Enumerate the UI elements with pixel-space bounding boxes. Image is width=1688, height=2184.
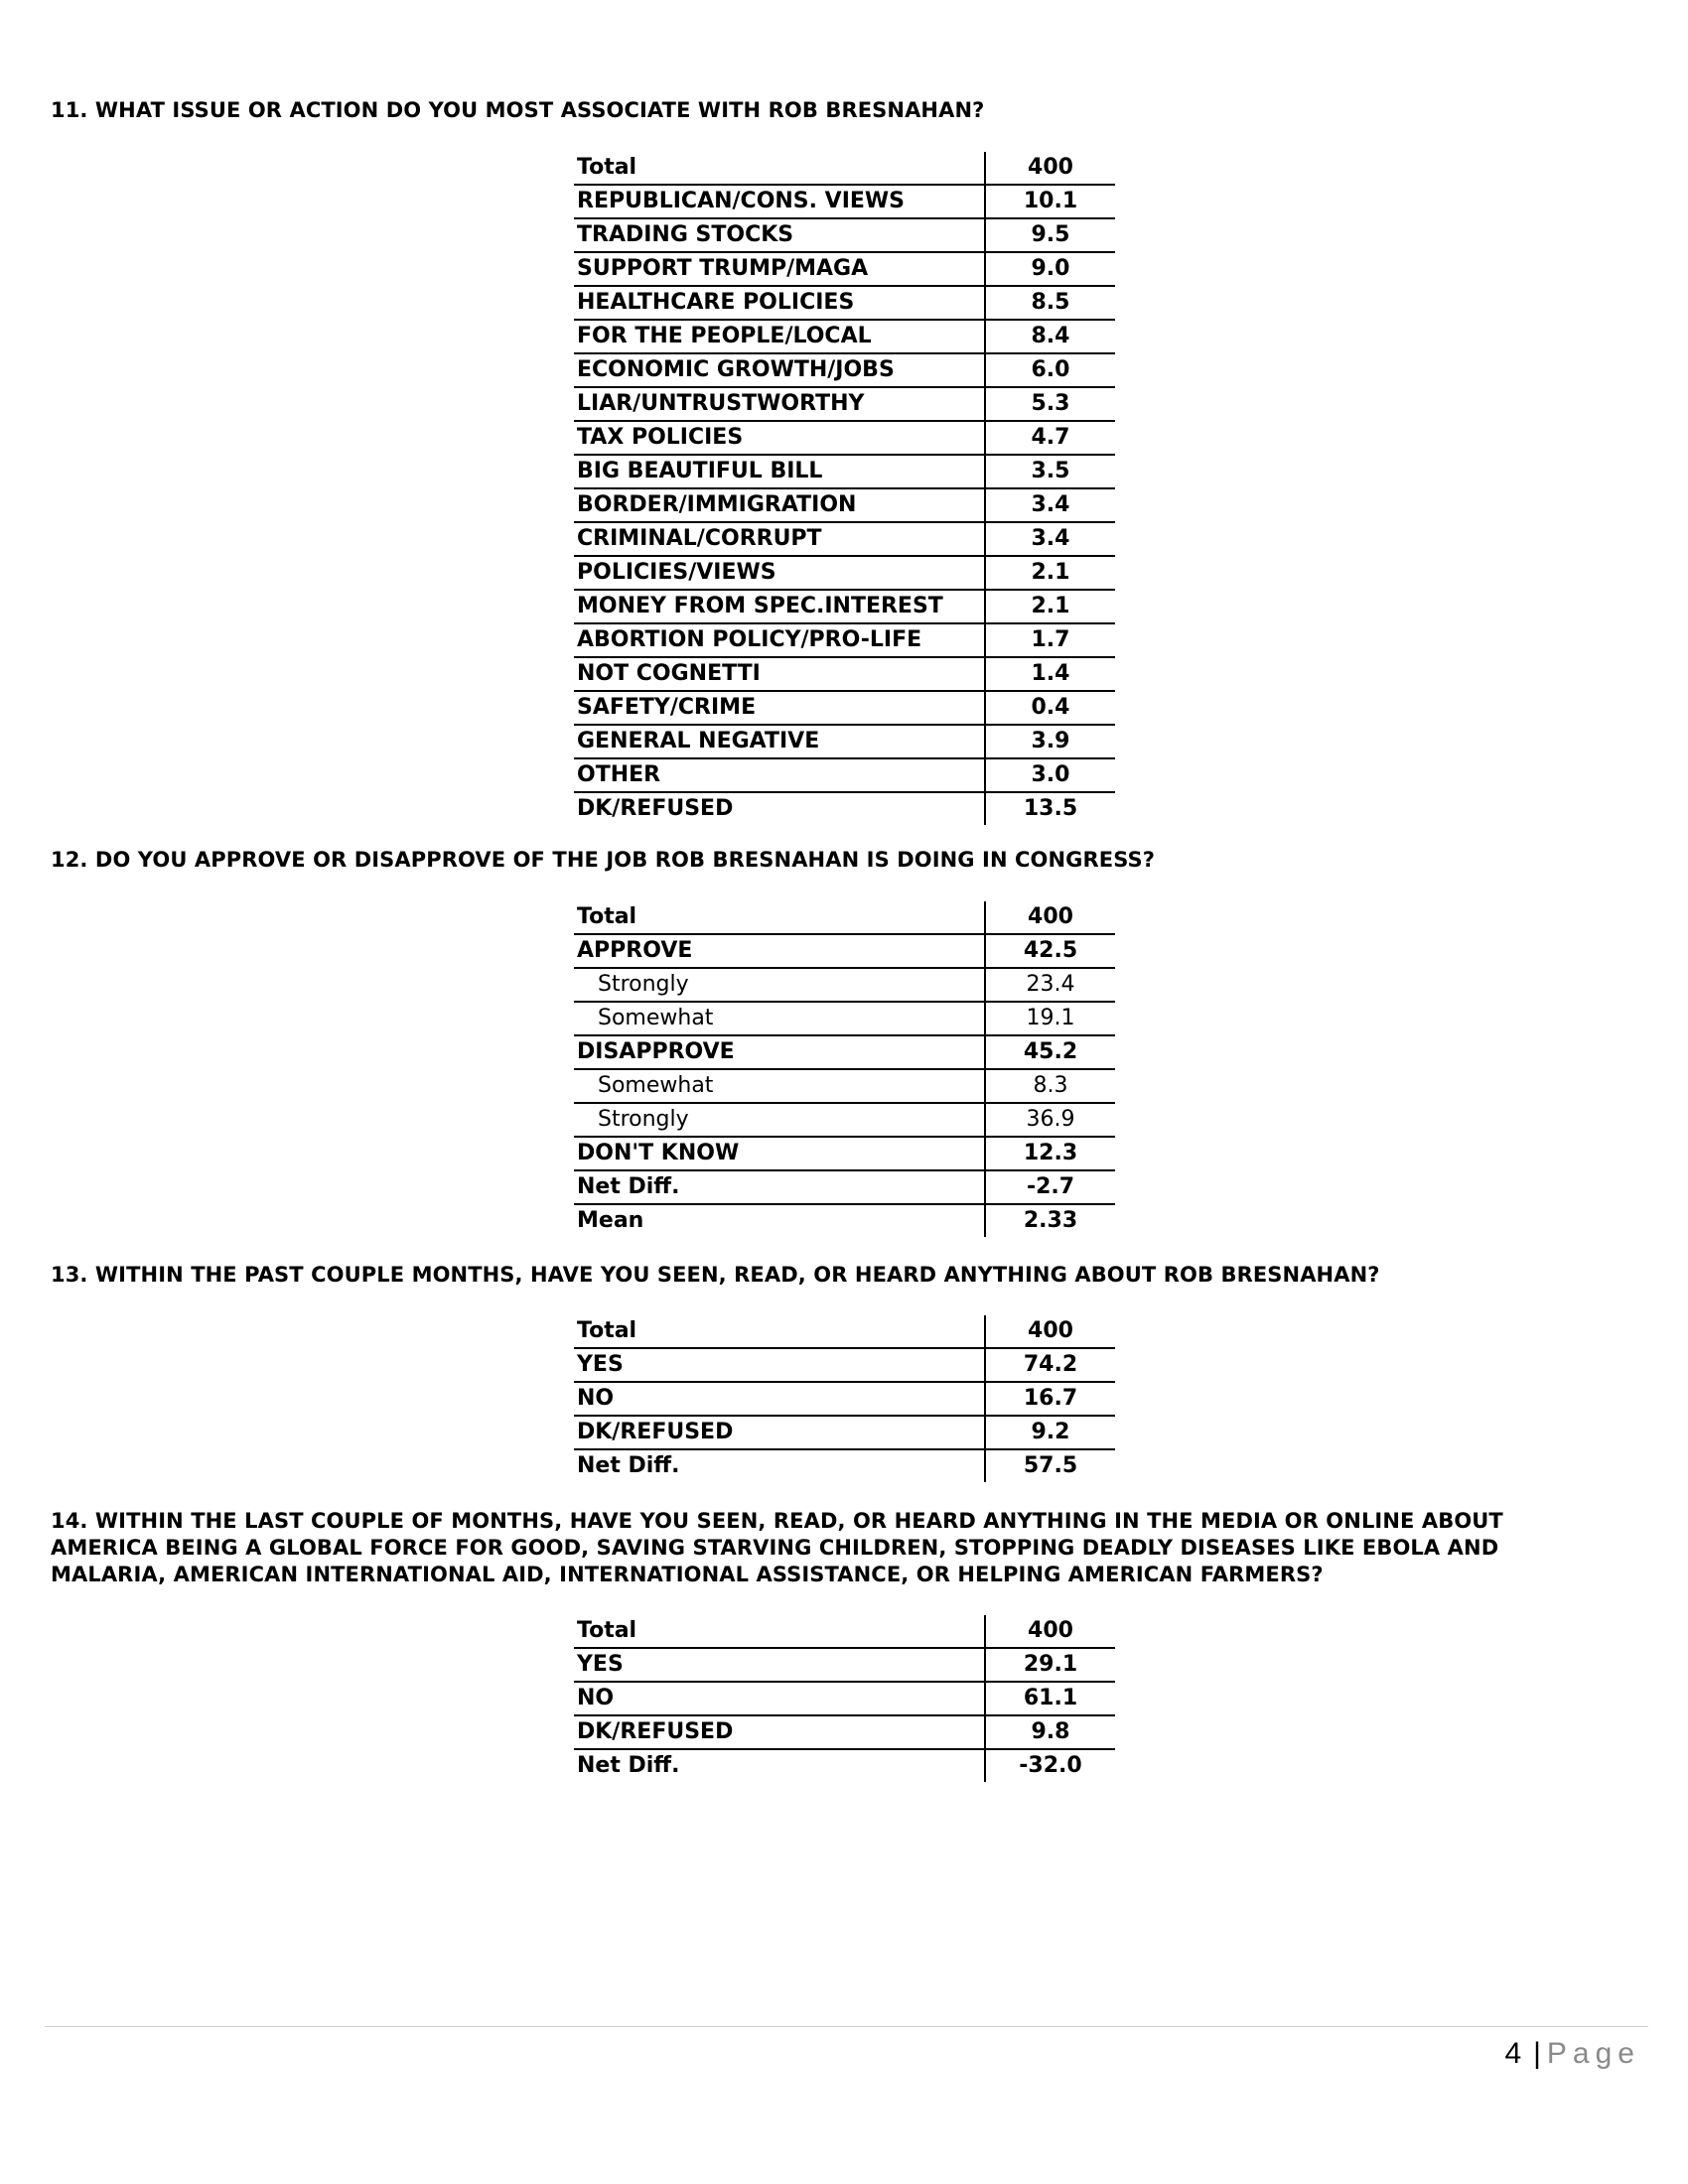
row-value: 45.2 bbox=[985, 1035, 1115, 1069]
table-row bbox=[574, 1682, 1115, 1715]
row-label: DK/REFUSED bbox=[577, 796, 734, 821]
row-label: TRADING STOCKS bbox=[574, 218, 985, 252]
row-label: Strongly bbox=[574, 968, 985, 1002]
row-value: 2.1 bbox=[985, 556, 1115, 590]
row-value: 3.4 bbox=[985, 488, 1115, 522]
row-label: MONEY FROM SPEC.INTEREST bbox=[574, 590, 985, 623]
page-separator: | bbox=[1533, 2037, 1541, 2070]
table-row bbox=[574, 455, 1115, 488]
row-value: 42.5 bbox=[985, 934, 1115, 968]
row-label: APPROVE bbox=[574, 934, 985, 968]
table-row bbox=[574, 1069, 1115, 1103]
row-label: DK/REFUSED bbox=[574, 1715, 985, 1749]
table-row bbox=[574, 387, 1115, 421]
row-value: 3.5 bbox=[985, 455, 1115, 488]
row-label: YES bbox=[574, 1348, 985, 1382]
row-value: 13.5 bbox=[985, 792, 1115, 825]
row-value: 400 bbox=[985, 1315, 1115, 1348]
row-label: ABORTION POLICY/PRO-LIFE bbox=[574, 623, 985, 657]
row-label: FOR THE PEOPLE/LOCAL bbox=[574, 320, 985, 353]
table-row bbox=[574, 353, 1115, 387]
table-row bbox=[574, 1035, 1115, 1069]
row-value: 8.5 bbox=[985, 286, 1115, 320]
row-label: NO bbox=[574, 1682, 985, 1715]
row-value: 10.1 bbox=[985, 185, 1115, 218]
table-row bbox=[574, 1416, 1115, 1449]
question-14-table bbox=[574, 1615, 1115, 1782]
table-row bbox=[574, 1137, 1115, 1170]
table-row bbox=[574, 218, 1115, 252]
table-row bbox=[574, 1648, 1115, 1682]
table-row bbox=[574, 1348, 1115, 1382]
table-row bbox=[574, 968, 1115, 1002]
table-row bbox=[574, 1170, 1115, 1204]
row-value: 23.4 bbox=[985, 968, 1115, 1002]
row-value: 74.2 bbox=[985, 1348, 1115, 1382]
row-label: SUPPORT TRUMP/MAGA bbox=[574, 252, 985, 286]
table-row bbox=[574, 1382, 1115, 1416]
row-value: 9.8 bbox=[985, 1715, 1115, 1749]
row-value: 8.4 bbox=[985, 320, 1115, 353]
row-value: 3.9 bbox=[985, 725, 1115, 758]
table-row bbox=[574, 1204, 1115, 1237]
question-14-title-line: 14. WITHIN THE LAST COUPLE OF MONTHS, HAVE YOU SEEN, READ, OR HEARD ANYTHING IN THE MEDIA OR ONLINE ABOUT bbox=[51, 1509, 1503, 1533]
row-label: Strongly bbox=[574, 1103, 985, 1137]
table-row bbox=[574, 556, 1115, 590]
question-13-table bbox=[574, 1315, 1115, 1482]
row-value: 57.5 bbox=[985, 1449, 1115, 1482]
row-value: 9.2 bbox=[985, 1416, 1115, 1449]
row-value: 3.0 bbox=[985, 758, 1115, 792]
row-value: 9.0 bbox=[985, 252, 1115, 286]
row-label: NOT COGNETTI bbox=[574, 657, 985, 691]
row-label: NO bbox=[574, 1382, 985, 1416]
row-label: Mean bbox=[577, 1208, 644, 1233]
table-row bbox=[574, 522, 1115, 556]
table-row bbox=[574, 1715, 1115, 1749]
question-12-table bbox=[574, 901, 1115, 1237]
page-label: Page bbox=[1546, 2037, 1640, 2070]
table-row bbox=[574, 1749, 1115, 1782]
table-row-total bbox=[574, 152, 1115, 185]
page-number: 4 bbox=[1504, 2037, 1522, 2070]
table-row bbox=[574, 590, 1115, 623]
row-label: Somewhat bbox=[574, 1002, 985, 1035]
row-label: YES bbox=[574, 1648, 985, 1682]
row-value: 8.3 bbox=[985, 1069, 1115, 1103]
row-label: Total bbox=[574, 1615, 985, 1648]
row-label: DON'T KNOW bbox=[574, 1137, 985, 1170]
row-value: 1.4 bbox=[985, 657, 1115, 691]
table-row bbox=[574, 934, 1115, 968]
row-label: HEALTHCARE POLICIES bbox=[574, 286, 985, 320]
row-value: 19.1 bbox=[985, 1002, 1115, 1035]
table-row bbox=[574, 286, 1115, 320]
row-value: 2.1 bbox=[985, 590, 1115, 623]
row-label: BORDER/IMMIGRATION bbox=[574, 488, 985, 522]
row-label: ECONOMIC GROWTH/JOBS bbox=[574, 353, 985, 387]
row-value: 400 bbox=[985, 1615, 1115, 1648]
table-row bbox=[574, 1103, 1115, 1137]
row-value: 1.7 bbox=[985, 623, 1115, 657]
row-label: GENERAL NEGATIVE bbox=[574, 725, 985, 758]
row-value: 2.33 bbox=[985, 1204, 1115, 1237]
row-value: 16.7 bbox=[985, 1382, 1115, 1416]
row-value: 6.0 bbox=[985, 353, 1115, 387]
question-12-title: 12. DO YOU APPROVE OR DISAPPROVE OF THE JOB ROB BRESNAHAN IS DOING IN CONGRESS? bbox=[51, 848, 1156, 872]
row-label: Total bbox=[574, 1315, 985, 1348]
table-row bbox=[574, 185, 1115, 218]
table-row bbox=[574, 252, 1115, 286]
row-label: DK/REFUSED bbox=[574, 1416, 985, 1449]
row-label: OTHER bbox=[574, 758, 985, 792]
table-row bbox=[574, 421, 1115, 455]
row-label: POLICIES/VIEWS bbox=[574, 556, 985, 590]
table-row bbox=[574, 320, 1115, 353]
row-value: 29.1 bbox=[985, 1648, 1115, 1682]
row-label: REPUBLICAN/CONS. VIEWS bbox=[574, 185, 985, 218]
question-14-title bbox=[51, 1508, 1639, 1588]
table-row-total bbox=[574, 1615, 1115, 1648]
row-label: DISAPPROVE bbox=[574, 1035, 985, 1069]
row-value: 3.4 bbox=[985, 522, 1115, 556]
row-value: 400 bbox=[985, 152, 1115, 185]
row-value: -2.7 bbox=[985, 1170, 1115, 1204]
row-label: SAFETY/CRIME bbox=[574, 691, 985, 725]
page-footer bbox=[1504, 2037, 1640, 2071]
table-row bbox=[574, 691, 1115, 725]
row-label: LIAR/UNTRUSTWORTHY bbox=[574, 387, 985, 421]
row-value: 12.3 bbox=[985, 1137, 1115, 1170]
table-row bbox=[574, 488, 1115, 522]
row-value: 4.7 bbox=[985, 421, 1115, 455]
row-label: Net Diff. bbox=[577, 1753, 680, 1778]
question-11-table bbox=[574, 152, 1115, 825]
table-row bbox=[574, 1449, 1115, 1482]
row-label: Total bbox=[574, 152, 985, 185]
row-value: -32.0 bbox=[985, 1749, 1115, 1782]
question-14-title-line: MALARIA, AMERICAN INTERNATIONAL AID, INTERNATIONAL ASSISTANCE, OR HELPING AMERICAN FARMERS? bbox=[51, 1563, 1324, 1586]
row-label: CRIMINAL/CORRUPT bbox=[574, 522, 985, 556]
row-label: Net Diff. bbox=[574, 1170, 985, 1204]
table-row-total bbox=[574, 901, 1115, 934]
question-14-title-line: AMERICA BEING A GLOBAL FORCE FOR GOOD, SAVING STARVING CHILDREN, STOPPING DEADLY DISEASES LIKE EBOLA AND bbox=[51, 1536, 1499, 1560]
table-row bbox=[574, 657, 1115, 691]
row-value: 400 bbox=[985, 901, 1115, 934]
row-value: 61.1 bbox=[985, 1682, 1115, 1715]
row-label: Total bbox=[574, 901, 985, 934]
question-11-title: 11. WHAT ISSUE OR ACTION DO YOU MOST ASSOCIATE WITH ROB BRESNAHAN? bbox=[51, 98, 985, 122]
row-value: 36.9 bbox=[985, 1103, 1115, 1137]
question-13-title: 13. WITHIN THE PAST COUPLE MONTHS, HAVE YOU SEEN, READ, OR HEARD ANYTHING ABOUT ROB BRESNAHAN? bbox=[51, 1263, 1380, 1287]
table-row bbox=[574, 792, 1115, 825]
row-label: TAX POLICIES bbox=[574, 421, 985, 455]
row-label: Net Diff. bbox=[577, 1453, 680, 1478]
row-label: Somewhat bbox=[574, 1069, 985, 1103]
table-row-total bbox=[574, 1315, 1115, 1348]
table-row bbox=[574, 1002, 1115, 1035]
row-value: 9.5 bbox=[985, 218, 1115, 252]
table-row bbox=[574, 725, 1115, 758]
row-value: 5.3 bbox=[985, 387, 1115, 421]
row-label: BIG BEAUTIFUL BILL bbox=[574, 455, 985, 488]
table-row bbox=[574, 623, 1115, 657]
table-row bbox=[574, 758, 1115, 792]
row-value: 0.4 bbox=[985, 691, 1115, 725]
footer-divider bbox=[45, 2026, 1648, 2027]
